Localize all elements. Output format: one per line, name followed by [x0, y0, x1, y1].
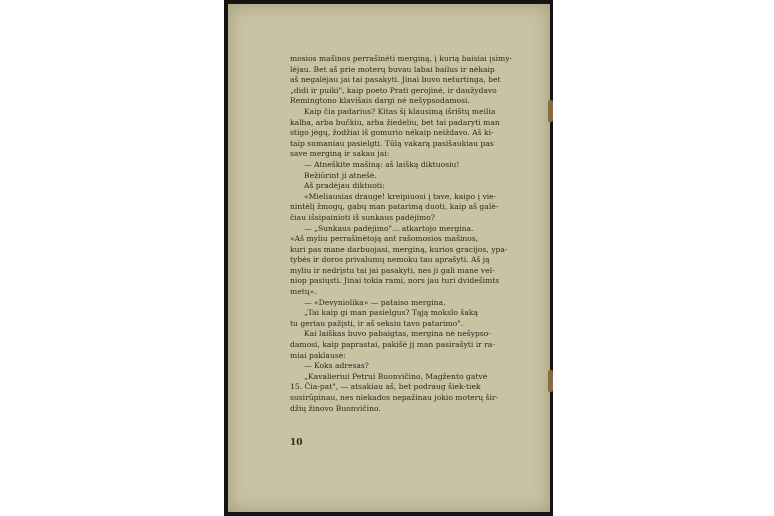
- text-line: — „Sunkaus padėjimo"... atkartojo mergina.: [304, 223, 474, 233]
- text-line: miai paklausė:: [290, 350, 346, 360]
- text-line: Kai laiškas buvo pabaigtas, mergina nė nešypso-: [304, 329, 491, 339]
- text-line: lėjau. Bet aš prie moterų buvau labai bailus ir nėkaip: [290, 64, 495, 74]
- text-line: kuri pas mane darbuojasi, merginą, kurios gracijos, ypa-: [290, 244, 508, 254]
- page-text: [290, 54, 518, 414]
- text-line: „didi ir puiki", kaip poeto Prati gerojinė, ir daužydavo: [290, 85, 497, 95]
- text-line: tu geriau pažįsti, ir aš seksiu tavo patarimo".: [290, 318, 464, 328]
- text-line: nintėlį žmogų, gabų man patarimą duoti, kaip aš galė-: [290, 202, 499, 212]
- page-edge-stain: [548, 370, 553, 392]
- text-line: «Aš myliu perrašinėtoją ant rašomosios mašinos,: [290, 234, 479, 244]
- text-line: niop pasiųsti. Jinai tokia rami, nors jau turi dvidešimts: [290, 276, 500, 286]
- text-line: Remingtono klavišais dargi nė nešypsodamosi.: [290, 96, 470, 106]
- text-line: susirūpinau, nes niekados nepažinau jokio moterų šir-: [290, 393, 499, 402]
- text-line: metų».: [290, 287, 317, 297]
- text-line: Kaip čia padarius? Kitas šį klausimą išrištų meilia: [304, 106, 496, 116]
- text-line: myliu ir nedrįstu tai jai pasakyti, nes ji gali mane vel-: [290, 265, 495, 275]
- text-line: Bežiūrint ji atnešė.: [304, 170, 377, 180]
- text-line: čiau išsipainioti iš sunkaus padėjimo?: [290, 212, 435, 222]
- page-number: 10: [290, 438, 303, 448]
- text-line: damosi, kaip paprastai, pakišė jį man pasirašyti ir ra-: [290, 340, 495, 350]
- page-edge-stain: [548, 100, 553, 122]
- text-line: — «Devyniolika» — pataiso mergina.: [304, 297, 446, 307]
- text-line: 15. Čia-pat", — atsakiau aš, bet podraug šiek-tiek: [290, 382, 481, 392]
- text-line: taip sumaniau pasielgti. Tūlą vakarą pasišaukiau pas: [290, 138, 494, 148]
- text-line: save merginą ir sakau jai:: [290, 149, 390, 159]
- text-line: mosios mašinos perrašinėti merginą, į kurią baisiai įsimy-: [290, 54, 513, 63]
- text-line: Aš pradėjau diktuoti:: [304, 181, 385, 191]
- text-line: tybės ir doros privalumų nemoku tau aprašyti. Aš ją: [290, 255, 490, 265]
- text-line: — Atneškite mašiną: aš laišką diktuosiu!: [304, 159, 460, 169]
- text-line: stigo jėgų, žodžiai iš gomurio nėkaip neiždavo. Aš ki-: [290, 128, 494, 138]
- text-line: aš negalėjau jai tai pasakyti. Jinai buvo neturtinga, bet: [290, 75, 501, 85]
- text-line: „Tai kaip gi man pasielgus? Tąją mokslo šaką: [304, 308, 478, 318]
- book-page: [228, 4, 550, 512]
- text-line: kalba, arba bučkiu, arba žiedeliu, bet tai padaryti man: [290, 117, 500, 127]
- text-line: „Kavalieriui Petrui Buonvičino, Magžento gatvė: [304, 371, 488, 381]
- text-line: — Koks adresas?: [304, 361, 369, 371]
- text-line: «Mieliausias drauge! kreipiuosi į tave, kaipo į vie-: [304, 191, 497, 201]
- text-line: džių žinovo Buonvičino.: [290, 403, 381, 413]
